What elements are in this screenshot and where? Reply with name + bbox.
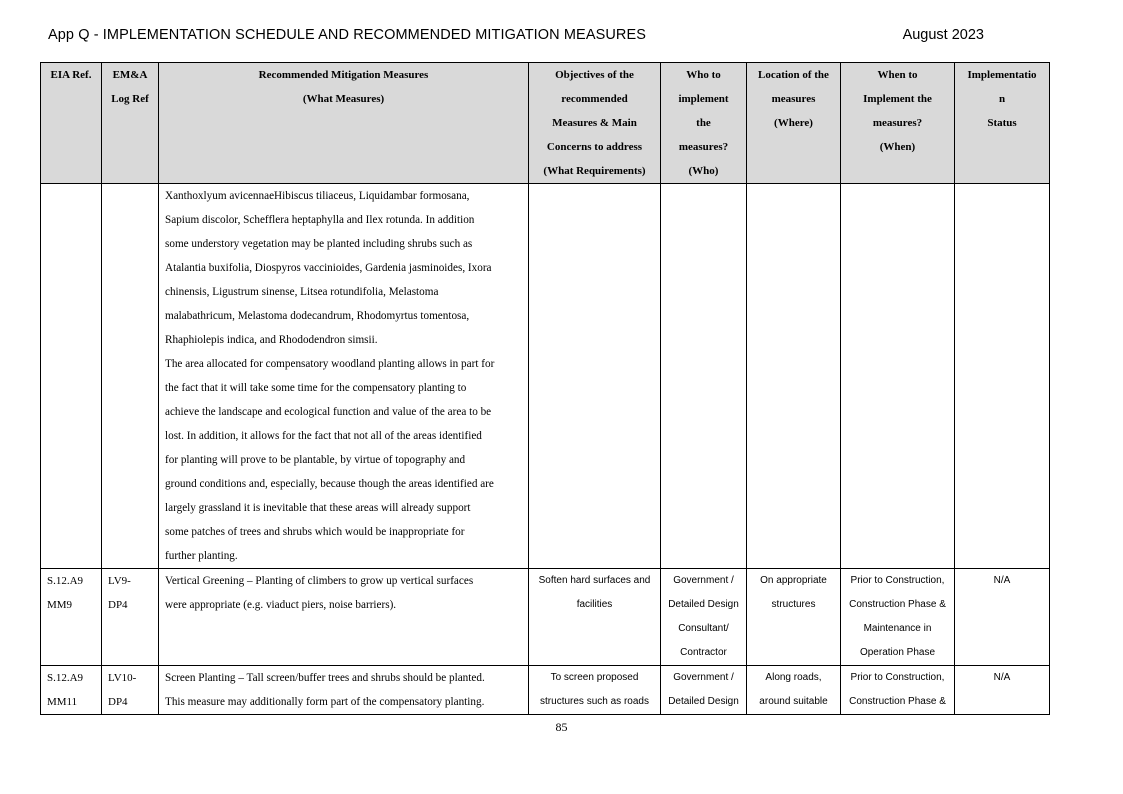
when-cell [841,666,955,715]
page-header [48,27,988,49]
log-ref-cell [102,666,159,715]
header-line: measures? [872,117,923,129]
header-line: implement [678,93,729,105]
page-number: 85 [555,720,568,734]
where-cell [747,666,841,715]
header-line: Recommended Mitigation Measures [258,69,429,81]
when-cell [841,184,955,569]
header-line: n [998,93,1006,105]
header-line: (What Measures) [302,93,385,105]
cell-line: DP4 [108,599,128,611]
table-row [41,184,1050,569]
cell-line: Along roads, [765,672,822,683]
cell-line: Screen Planting – Tall screen/buffer trees and shrubs should be planted. [165,672,485,684]
who-cell [661,666,747,715]
header-line: Location of the [758,69,829,81]
document-date: August 2023 [902,27,984,43]
header-line: (Where) [774,117,813,129]
cell-line: Maintenance in [863,623,932,634]
measures-cell [159,569,529,666]
table-row [41,569,1050,666]
cell-line: To screen proposed [550,672,639,683]
cell-line: some understory vegetation may be planted including shrubs such as [165,238,473,250]
cell-line: Atalantia buxifolia, Diospyros vaccinioides, Gardenia jasminoides, Ixora [165,262,492,274]
cell-line: Prior to Construction, [850,672,945,683]
eia-ref-cell [41,184,102,569]
cell-line: further planting. [165,550,238,562]
cell-line: were appropriate (e.g. viaduct piers, noise barriers). [165,599,397,611]
implementation-schedule-table [40,62,1050,715]
status-cell [955,569,1050,666]
cell-line: facilities [576,599,613,610]
cell-line: Detailed Design [668,599,739,610]
col-objectives-header [529,63,661,184]
cell-line: MM11 [47,696,78,708]
col-status-header [955,63,1050,184]
cell-line: Government / [673,575,734,586]
header-line: Who to [686,69,721,81]
cell-line: Consultant/ [678,623,729,634]
who-cell [661,184,747,569]
header-line: Log Ref [111,93,149,105]
col-measures-header [159,63,529,184]
header-line: Measures & Main [552,117,637,129]
cell-line: LV10- [108,672,137,684]
header-line: Status [987,117,1017,129]
eia-ref-cell [41,666,102,715]
cell-line: LV9- [108,575,131,587]
objectives-cell [529,569,661,666]
col-eia-ref-header [41,63,102,184]
document-title: App Q - IMPLEMENTATION SCHEDULE AND RECOMMENDED MITIGATION MEASURES [48,27,647,43]
cell-line: Prior to Construction, [850,575,945,586]
cell-line: Soften hard surfaces and [538,575,651,586]
cell-line: structures such as roads [540,696,649,707]
table-body [41,184,1050,715]
header-line: the [696,117,711,129]
where-cell [747,569,841,666]
col-when-header [841,63,955,184]
cell-line: some patches of trees and shrubs which would be inappropriate for [165,526,465,538]
header-line: measures [771,93,816,105]
cell-line: Construction Phase & [849,599,946,610]
header-line: EM&A [112,69,148,81]
cell-line: Contractor [680,647,727,658]
cell-line: the fact that it will take some time for the compensatory planting to [165,382,467,394]
when-cell [841,569,955,666]
who-cell [661,569,747,666]
header-line: When to [877,69,918,81]
cell-line: Construction Phase & [849,696,946,707]
cell-line: chinensis, Ligustrum sinense, Litsea rotundifolia, Melastoma [165,286,439,298]
header-line: Concerns to address [546,141,643,153]
status-cell [955,184,1050,569]
col-who-header [661,63,747,184]
cell-line: Rhaphiolepis indica, and Rhododendron simsii. [165,334,378,346]
header-line: EIA Ref. [50,69,92,81]
cell-line: structures [771,599,816,610]
cell-line: largely grassland it is inevitable that these areas will already support [165,502,471,514]
eia-ref-cell [41,569,102,666]
cell-line: MM9 [47,599,73,611]
cell-line: malabathricum, Melastoma dodecandrum, Rhodomyrtus tomentosa, [165,310,470,322]
col-log-ref-header [102,63,159,184]
log-ref-cell [102,184,159,569]
measures-cell [159,184,529,569]
header-line: recommended [561,93,628,105]
col-where-header [747,63,841,184]
header-line: (When) [879,141,916,153]
header-line: Objectives of the [555,69,634,81]
objectives-cell [529,184,661,569]
cell-line: Detailed Design [668,696,739,707]
status-cell [955,666,1050,715]
cell-line: Xanthoxlyum avicennaeHibiscus tiliaceus, Liquidambar formosana, [165,190,470,202]
cell-line: This measure may additionally form part of the compensatory planting. [165,696,485,708]
header-line: Implement the [863,93,932,105]
cell-line: lost. In addition, it allows for the fact that not all of the areas identified [165,430,482,442]
cell-line: around suitable [759,696,828,707]
cell-line: achieve the landscape and ecological function and value of the area to be [165,406,492,418]
where-cell [747,184,841,569]
cell-line: N/A [993,575,1011,586]
cell-line: Vertical Greening – Planting of climbers to grow up vertical surfaces [165,575,474,587]
header-line: (What Requirements) [543,165,646,177]
header-line: measures? [678,141,729,153]
cell-line: S.12.A9 [47,575,84,587]
cell-line: On appropriate [760,575,827,586]
objectives-cell [529,666,661,715]
cell-line: Government / [673,672,734,683]
header-line: (Who) [688,165,719,177]
header-line: Implementatio [967,69,1037,81]
log-ref-cell [102,569,159,666]
cell-line: Sapium discolor, Schefflera heptaphylla and Ilex rotunda. In addition [165,214,475,226]
cell-line: DP4 [108,696,128,708]
cell-line: S.12.A9 [47,672,84,684]
cell-line: Operation Phase [859,647,936,658]
table-row [41,666,1050,715]
cell-line: The area allocated for compensatory woodland planting allows in part for [165,358,495,370]
cell-line: for planting will prove to be plantable, by virtue of topography and [165,454,466,466]
cell-line: ground conditions and, especially, because though the areas identified are [165,478,494,490]
table-header-row [41,63,1050,184]
measures-cell [159,666,529,715]
cell-line: N/A [993,672,1011,683]
